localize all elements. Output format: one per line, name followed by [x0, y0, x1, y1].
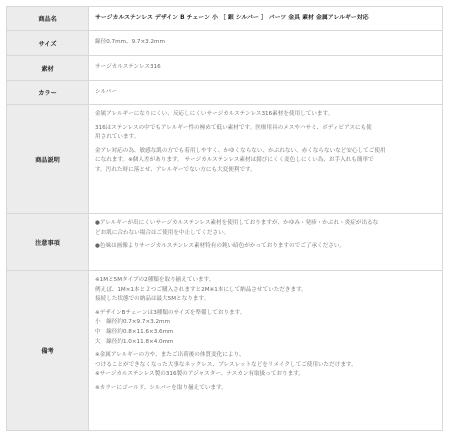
material-text: サージカルステンレス316: [95, 64, 161, 71]
text-line: 用されています。: [95, 134, 140, 141]
text-line: ※デザインBチェーンは3種類のサイズを準備しております。: [95, 309, 246, 316]
value-size: [89, 31, 442, 55]
value-remarks: [89, 271, 442, 430]
text-line: 大 線径約1.0×11.8×4.0mm: [95, 338, 174, 345]
text-line: 金アレ対応の為、敏感な肌の方でも着用しやすく、かゆくならない、かぶれない、赤くならないなど安心してご使用: [95, 147, 386, 154]
text-line: ●アレルギーが出にくいサージカルステンレス素材を使用しておりますが、かゆみ・発疹・かぶれ・炎症が出るな: [95, 220, 379, 226]
text-line: す。汚れた時に落とせ、アレルギーでない方にも大変便利です。: [95, 166, 256, 173]
label-product-name: 商品名: [7, 7, 89, 30]
text-line: 例えば、1M×1本と２つご購入されますと2M※1本にして納品させていただきます。: [95, 286, 307, 293]
value-color: [89, 81, 442, 104]
label-size: サイズ: [7, 31, 89, 55]
text-line: 中 線径約0.8×11.6×3.6mm: [95, 328, 174, 335]
label-remarks: 備考: [7, 271, 89, 430]
label-material: 素材: [7, 56, 89, 80]
text-line: ※1Mと5Mタイプの2種類を取り揃えています。: [95, 277, 215, 283]
text-line: 金属アレルギーになりにくい、反応しにくいサージカルステンレス316素材を使用しています。: [95, 111, 334, 117]
row-material: [7, 56, 442, 81]
label-color: カラー: [7, 81, 89, 104]
product-name-text: サージカルステンレス デザイン B チェーン 小 ［ 銀 シルバー ］ パーツ 金具 素材 金属アレルギー対応: [95, 14, 369, 21]
size-text: 線径0.7mm、9.7×3.2mm: [95, 39, 165, 46]
row-remarks: [7, 271, 442, 430]
text-line: 小 線径約0.7×9.7×3.2mm: [95, 319, 170, 326]
label-notes: 注意事項: [7, 214, 89, 270]
row-size: [7, 31, 442, 56]
text-line: ※サージカルステンレス製の316製のアジャスター、ナスカン有取扱っております。: [95, 371, 304, 378]
text-line: 316はステンレスの中でもアレルギー性の極めて低い素材です。医療用具のメスやハサミ、ボディピアスにも使: [95, 124, 372, 131]
row-product-name: [7, 7, 442, 31]
value-material: [89, 56, 442, 80]
value-notes: [89, 214, 442, 270]
text-line: 接続した状態での納品は最大5Mとなります。: [95, 296, 210, 303]
color-text: シルバー: [95, 88, 117, 95]
value-description: [89, 105, 442, 213]
row-description: [7, 105, 442, 214]
text-line: になれます。※個人差があります。 サージカルステンレス素材は錆びにくく変色しにくい為、お手入れも簡単で: [95, 157, 374, 164]
text-line: どお肌に合わない場合はご使用を中止してください。: [95, 229, 230, 236]
text-line: つけることができなくなった大事なネックレス、ブレスレットなどをリメイクしてご使用いただけます。: [95, 361, 357, 368]
value-product-name: [89, 7, 442, 30]
product-info-table: [6, 6, 443, 431]
row-notes: [7, 214, 442, 271]
text-line: ※金属アレルギーの方や、またご出荷後の体質変化により、: [95, 352, 245, 359]
text-line: ※カラーにゴールド、シルバーを取り揃えています。: [95, 384, 227, 391]
text-line: ●色味は画像よりサージカルステンレス素材特有の鈍い暗色がかっておりますのでご了承ください。: [95, 243, 346, 250]
label-description: 商品説明: [7, 105, 89, 213]
row-color: [7, 81, 442, 105]
